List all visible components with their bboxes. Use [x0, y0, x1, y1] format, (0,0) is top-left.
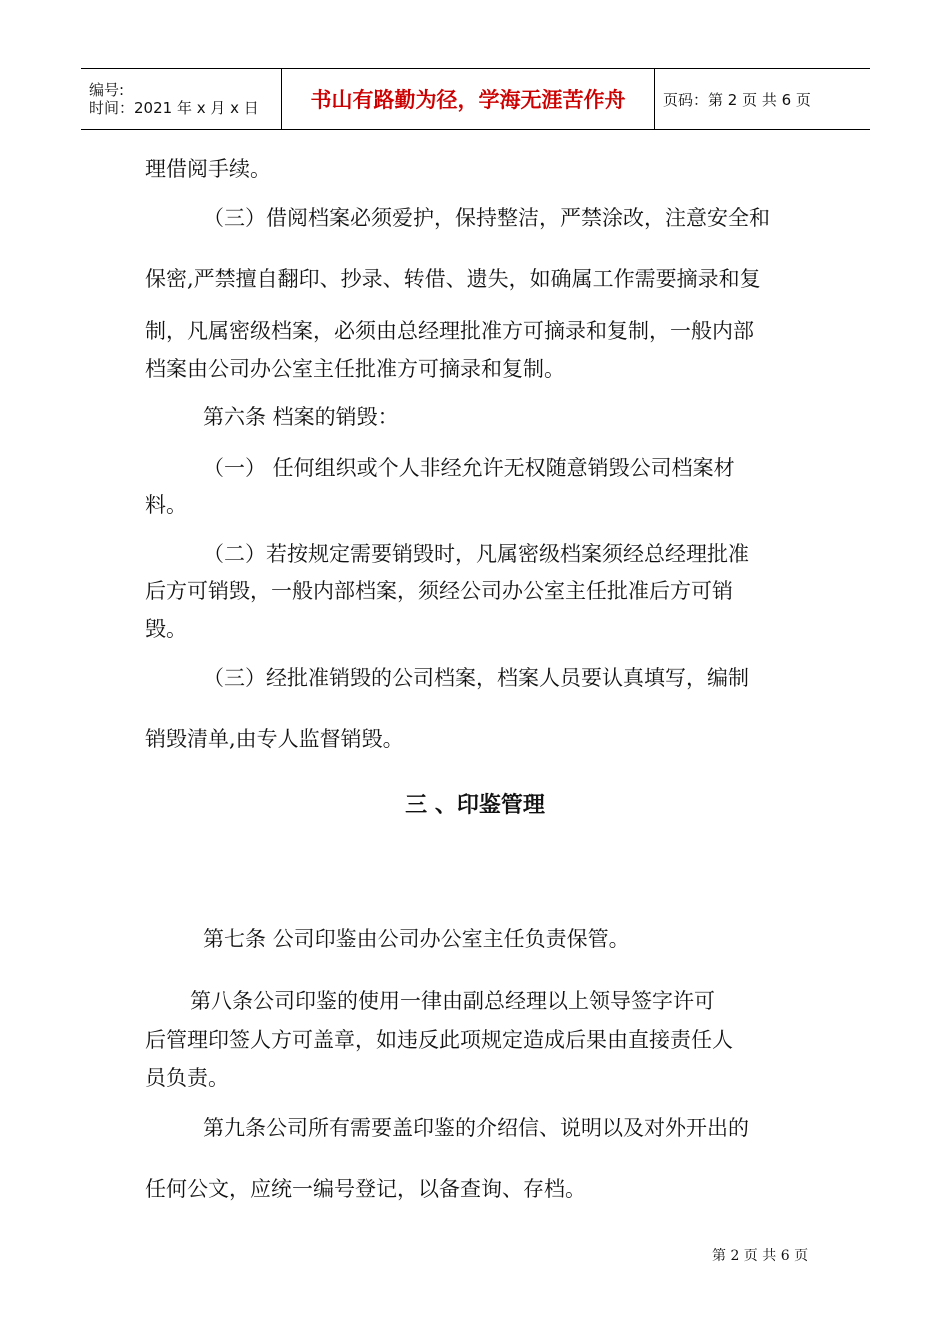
article-heading: 第六条 档案的销毁： [203, 405, 399, 429]
paragraph-line: 第九条公司所有需要盖印鉴的介绍信、说明以及对外开出的 [203, 1116, 749, 1140]
paragraph-line: 料。 [145, 493, 187, 517]
paragraph-line: （三）借阅档案必须爱护，保持整洁，严禁涂改，注意安全和 [203, 206, 770, 230]
paragraph-line: 理借阅手续。 [145, 157, 271, 181]
paragraph-line: 后管理印签人方可盖章，如违反此项规定造成后果由直接责任人 [145, 1028, 733, 1052]
section-title: 三 、印鉴管理 [405, 793, 545, 818]
document-number-label: 编号: [89, 81, 125, 99]
paragraph-line: 员负责。 [145, 1066, 229, 1090]
paragraph-line: 第七条 公司印鉴由公司办公室主任负责保管。 [203, 927, 630, 951]
paragraph-line: （一） 任何组织或个人非经允许无权随意销毁公司档案材 [203, 456, 735, 480]
paragraph-line: 档案由公司办公室主任批准方可摘录和复制。 [145, 357, 565, 381]
document-date: 时间：2021 年 x 月 x 日 [89, 99, 259, 117]
header-motto: 书山有路勤为径，学海无涯苦作舟 [282, 69, 655, 129]
paragraph-line: 第八条公司印鉴的使用一律由副总经理以上领导签字许可 [190, 989, 715, 1013]
header-page-number: 页码：第 2 页 共 6 页 [663, 90, 811, 109]
paragraph-line: （三）经批准销毁的公司档案，档案人员要认真填写，编制 [203, 666, 749, 690]
footer-page-number: 第 2 页 共 6 页 [712, 1248, 809, 1264]
paragraph-line: 保密,严禁擅自翻印、抄录、转借、遗失，如确属工作需要摘录和复 [145, 267, 761, 291]
header-meta [81, 69, 282, 129]
paragraph-line: 毁。 [145, 617, 187, 641]
paragraph-line: 任何公文，应统一编号登记，以备查询、存档。 [145, 1177, 586, 1201]
paragraph-line: 销毁清单,由专人监督销毁。 [145, 727, 404, 751]
paragraph-line: （二）若按规定需要销毁时，凡属密级档案须经总经理批准 [203, 542, 749, 566]
paragraph-line: 后方可销毁，一般内部档案，须经公司办公室主任批准后方可销 [145, 579, 733, 603]
document-header [81, 68, 870, 130]
paragraph-line: 制，凡属密级档案，必须由总经理批准方可摘录和复制，一般内部 [145, 319, 754, 343]
